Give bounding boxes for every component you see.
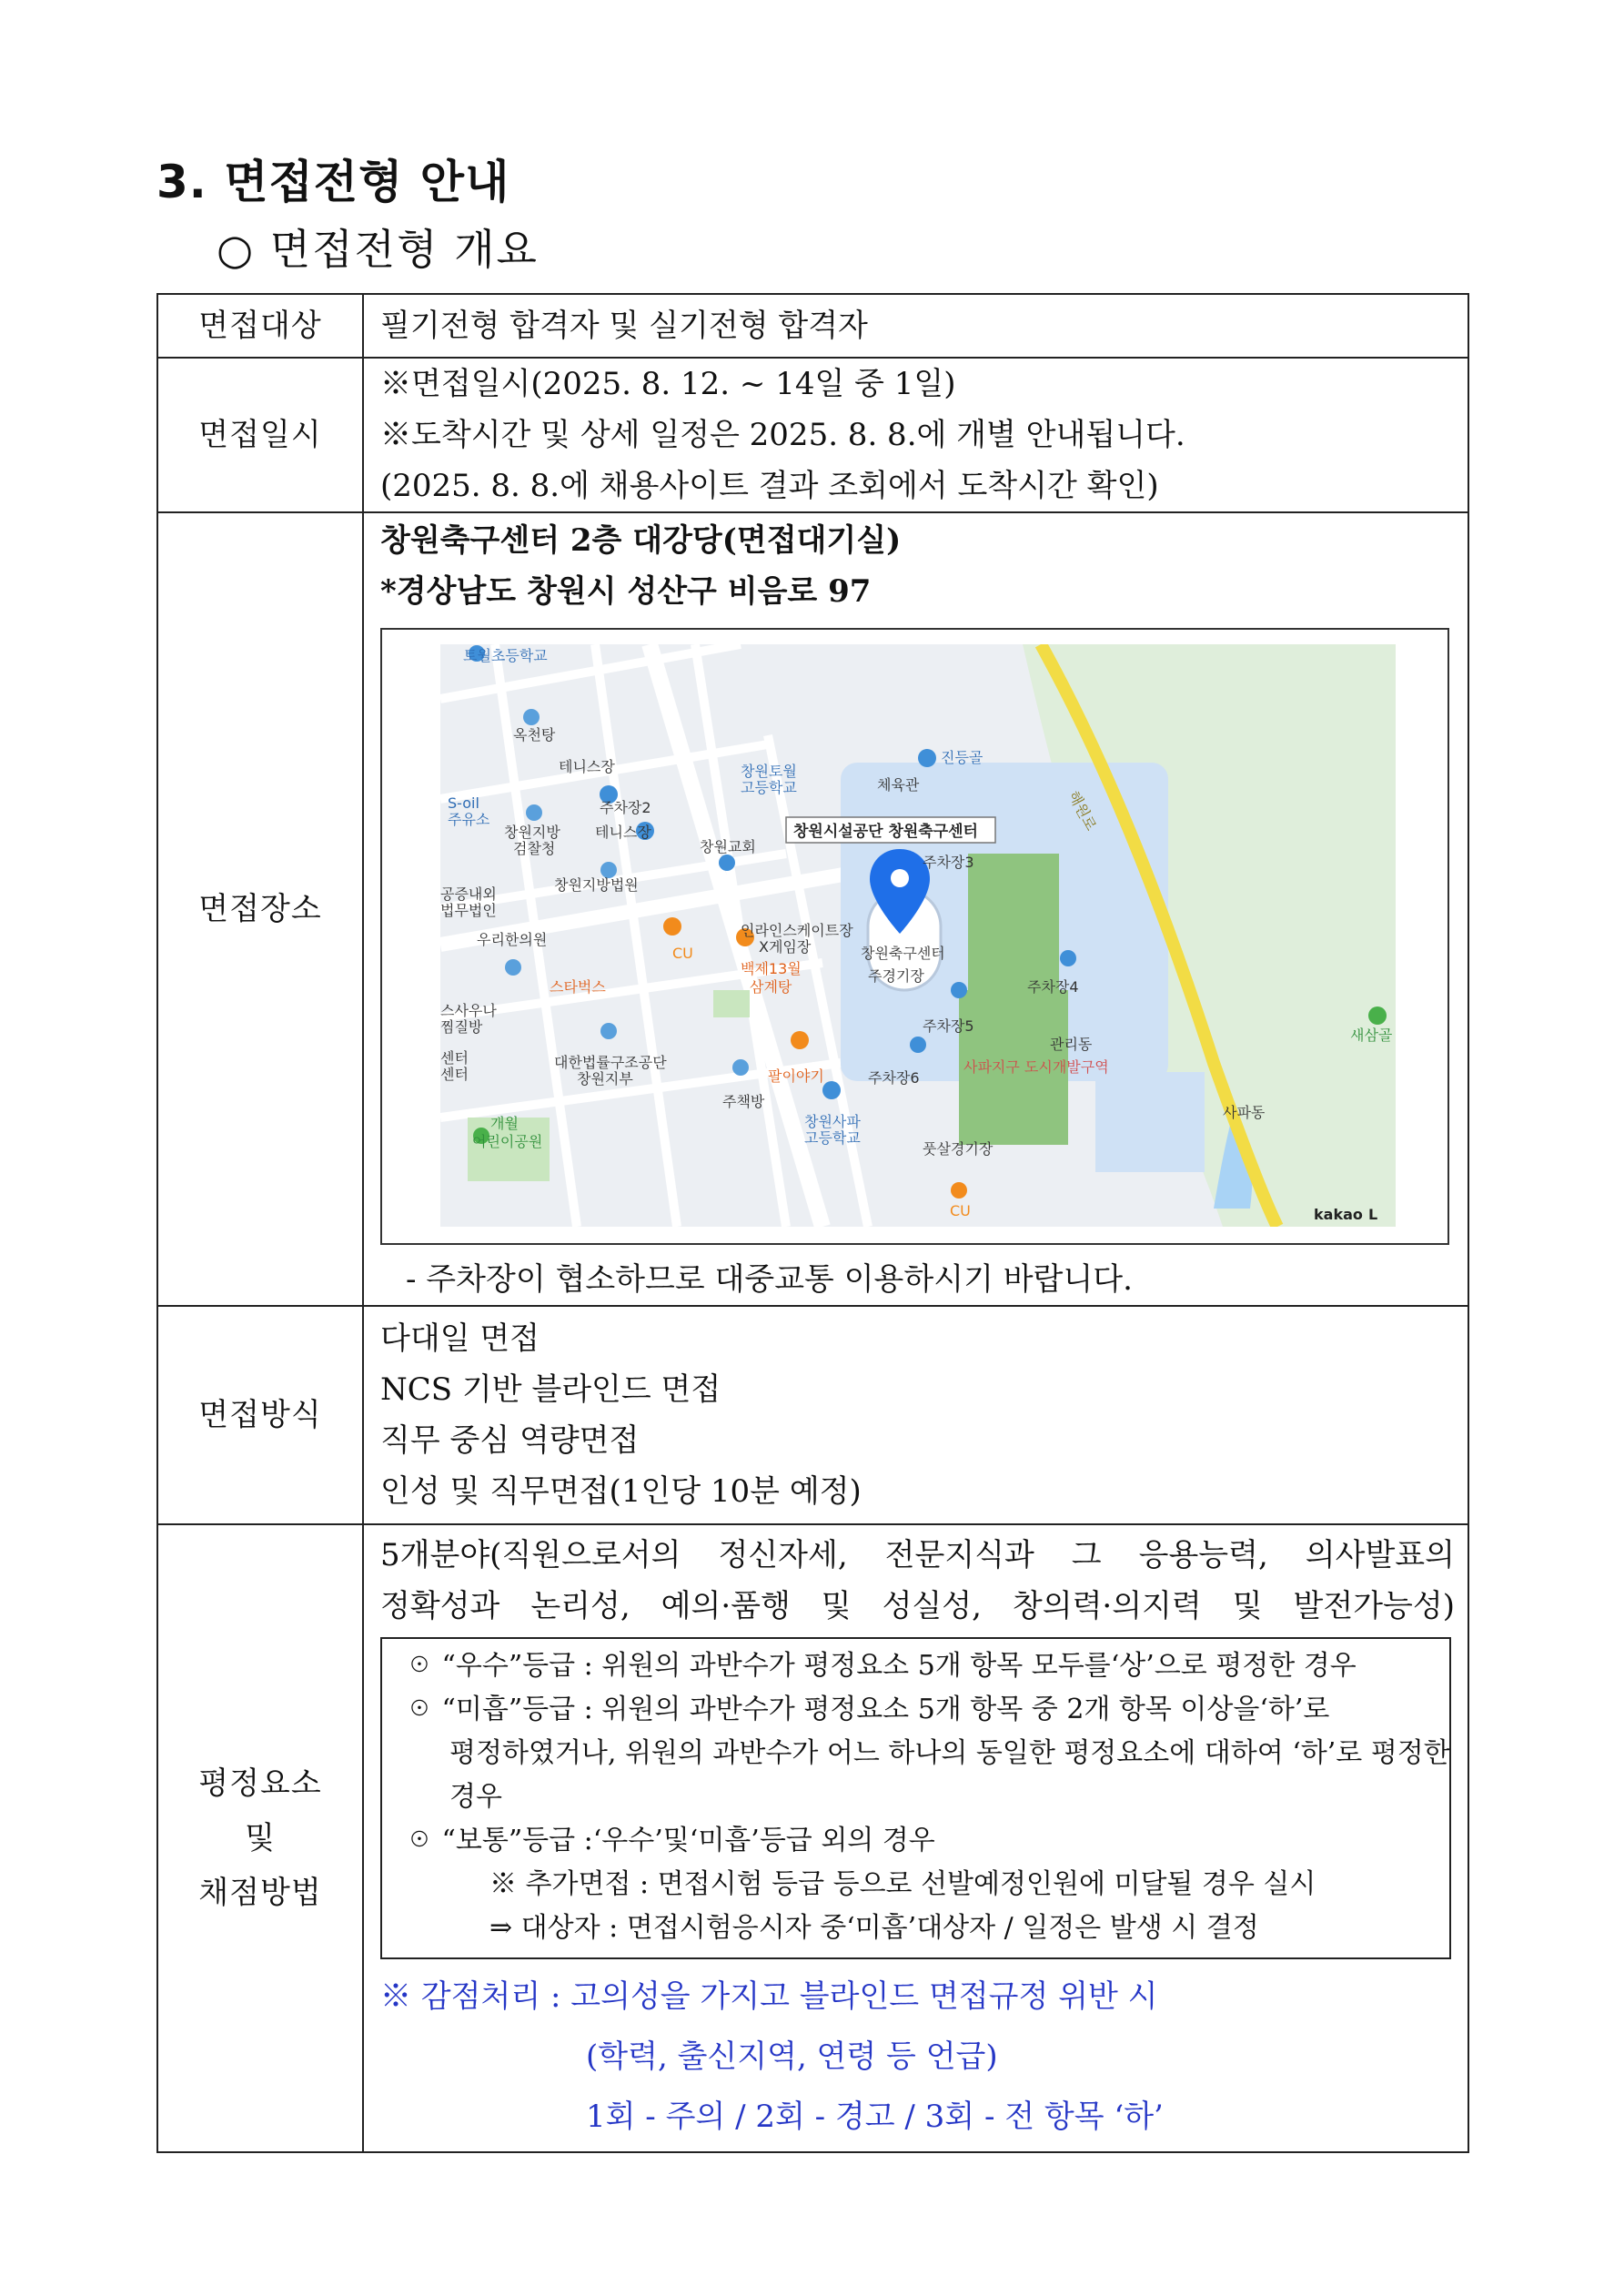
map-label: L [1368, 1206, 1378, 1223]
label-criteria-line: 및 [245, 1820, 276, 1856]
map-label: 사파동 [1223, 1104, 1266, 1121]
content-place [363, 512, 1468, 1306]
interview-overview-table [156, 293, 1469, 2153]
map-label: 테니스장 [595, 824, 651, 841]
map-label: 개월 [490, 1115, 519, 1132]
venue-name: 창원축구센터 2층 대강당(면접대기실) [380, 522, 902, 559]
row-criteria [157, 1524, 1468, 2152]
extra-interview: ※ 추가면접 : 면접시험 등급 등으로 선발예정인원에 미달될 경우 실시 [489, 1868, 1316, 1900]
map-label: 법무법인 [440, 902, 497, 919]
map-label: 새삼골 [1350, 1027, 1393, 1044]
map-label: 주경기장 [868, 967, 924, 985]
map-venue-label: 창원시설공단 창원축구센터 [793, 823, 978, 841]
penalty-steps: 1회 - 주의 / 2회 - 경고 / 3회 - 전 항목 ‘하’ [586, 2099, 1164, 2135]
map-label: kakao [1314, 1206, 1363, 1223]
method-line: 다대일 면접 [380, 1320, 540, 1357]
map-label: 주유소 [448, 811, 490, 828]
parking-note: - 주차장이 협소하므로 대중교통 이용하시기 바랍니다. [406, 1261, 1133, 1298]
map-label: 센터 [440, 1066, 469, 1083]
label-criteria [157, 1524, 363, 2152]
label-method: 면접방식 [157, 1306, 363, 1524]
map-label: 찜질방 [440, 1018, 483, 1036]
map-label: 어린이공원 [472, 1133, 543, 1150]
map-label: 체육관 [877, 776, 920, 794]
row-target [157, 294, 1468, 358]
map-label: CU [950, 1202, 971, 1219]
penalty-examples: (학력, 출신지역, 연령 등 언급) [586, 2038, 998, 2075]
map-label: 주차장6 [868, 1069, 920, 1087]
criteria-intro: 5개분야(직원으로서의 정신자세, 전문지식과 그 응용능력, 의사발표의 [380, 1537, 1455, 1573]
method-line: NCS 기반 블라인드 면접 [380, 1371, 721, 1408]
map-canvas [440, 644, 1396, 1227]
label-criteria-line: 평정요소 [198, 1765, 322, 1802]
map-label: 우리한의원 [477, 931, 548, 948]
location-map[interactable] [380, 628, 1449, 1245]
map-label: 백제13월 [741, 960, 802, 977]
map-label: 창원지방 [504, 824, 560, 841]
grade-poor: ☉ “미흡”등급 : 위원의 과반수가 평정요소 5개 항목 중 2개 항목 이상을‘하’로 [406, 1694, 1330, 1725]
content-target [363, 294, 1468, 358]
map-label: X게임장 [759, 938, 812, 956]
label-date: 면접일시 [157, 358, 363, 512]
map-label: 테니스장 [559, 758, 615, 775]
map-label: 삼계탕 [750, 978, 792, 996]
label-place: 면접장소 [157, 512, 363, 1306]
map-label: 공증내외 [440, 885, 497, 903]
content-criteria [363, 1524, 1468, 2152]
map-label: S-oil [448, 794, 479, 812]
grade-poor-cont: 경우 [449, 1781, 502, 1813]
map-label: 창원토월 [741, 763, 797, 780]
grade-excellent: ☉ “우수”등급 : 위원의 과반수가 평정요소 5개 항목 모두를‘상’으로 평정한 경우 [406, 1650, 1357, 1682]
map-label: 옥천탕 [513, 726, 556, 743]
date-line: (2025. 8. 8.에 채용사이트 결과 조회에서 도착시간 확인) [380, 468, 1159, 504]
map-label: 창원사파 [804, 1113, 861, 1130]
map-label: 스사우나 [440, 1002, 497, 1019]
map-label: 창원지부 [577, 1070, 633, 1087]
map-label: 창원축구센터 [861, 945, 945, 962]
section-title: 3. 면접전형 안내 [156, 156, 510, 208]
grade-normal: ☉ “보통”등급 :‘우수’및‘미흡’등급 외의 경우 [406, 1825, 935, 1856]
map-label: 풋살경기장 [923, 1140, 994, 1158]
map-label: 스타벅스 [550, 978, 606, 996]
map-label: 창원교회 [700, 838, 756, 855]
method-line: 인성 및 직무면접(1인당 10분 예정) [380, 1473, 862, 1510]
map-area [1095, 1072, 1205, 1172]
map-label: 창원지방법원 [554, 876, 639, 894]
grading-box [380, 1637, 1451, 1959]
extra-target: ⇒ 대상자 : 면접시험응시자 중‘미흡’대상자 / 일정은 발생 시 결정 [489, 1912, 1259, 1944]
target-text: 필기전형 합격자 및 실기전형 합격자 [380, 308, 868, 344]
content-method [363, 1306, 1468, 1524]
map-label: 주차장2 [600, 799, 651, 816]
venue-address: *경상남도 창원시 성산구 비음로 97 [380, 573, 872, 610]
map-park [713, 990, 750, 1017]
map-label: 진등골 [941, 749, 983, 766]
row-method [157, 1306, 1468, 1524]
map-label: 토월초등학교 [463, 647, 548, 664]
label-target: 면접대상 [157, 294, 363, 358]
label-criteria-line: 채점방법 [198, 1875, 322, 1911]
penalty-rule: ※ 감점처리 : 고의성을 가지고 블라인드 면접규정 위반 시 [380, 1978, 1158, 2015]
map-label: 해원로 [1064, 787, 1101, 834]
subsection-title: ○ 면접전형 개요 [217, 225, 539, 274]
map-label: 주차장5 [923, 1017, 974, 1035]
map-label: 팔이야기 [768, 1067, 824, 1085]
map-label: 대한법률구조공단 [554, 1054, 667, 1071]
map-label: 고등학교 [804, 1129, 861, 1147]
map-label: 관리동 [1050, 1036, 1093, 1053]
map-label: 주차장3 [923, 854, 974, 871]
row-place [157, 512, 1468, 1306]
map-pitch [968, 854, 1059, 990]
date-line: ※면접일시(2025. 8. 12. ~ 14일 중 1일) [380, 366, 956, 402]
map-label: 인라인스케이트장 [741, 922, 853, 939]
map-label: 사파지구 도시개발구역 [963, 1058, 1109, 1076]
map-label: 고등학교 [741, 779, 797, 796]
content-date [363, 358, 1468, 512]
map-label: 주책방 [722, 1093, 765, 1110]
map-label: CU [672, 945, 693, 962]
map-label: 주차장4 [1027, 978, 1079, 996]
row-date [157, 358, 1468, 512]
date-line: ※도착시간 및 상세 일정은 2025. 8. 8.에 개별 안내됩니다. [380, 417, 1185, 453]
criteria-intro: 정확성과 논리성, 예의·품행 및 성실성, 창의력·의지력 및 발전가능성) [380, 1588, 1455, 1624]
map-label: 검찰청 [513, 840, 556, 857]
method-line: 직무 중심 역량면접 [380, 1422, 640, 1459]
grade-poor-cont: 평정하였거나, 위원의 과반수가 어느 하나의 동일한 평정요소에 대하여 ‘하’로 평정한 [449, 1737, 1450, 1769]
map-label: 센터 [440, 1049, 469, 1067]
